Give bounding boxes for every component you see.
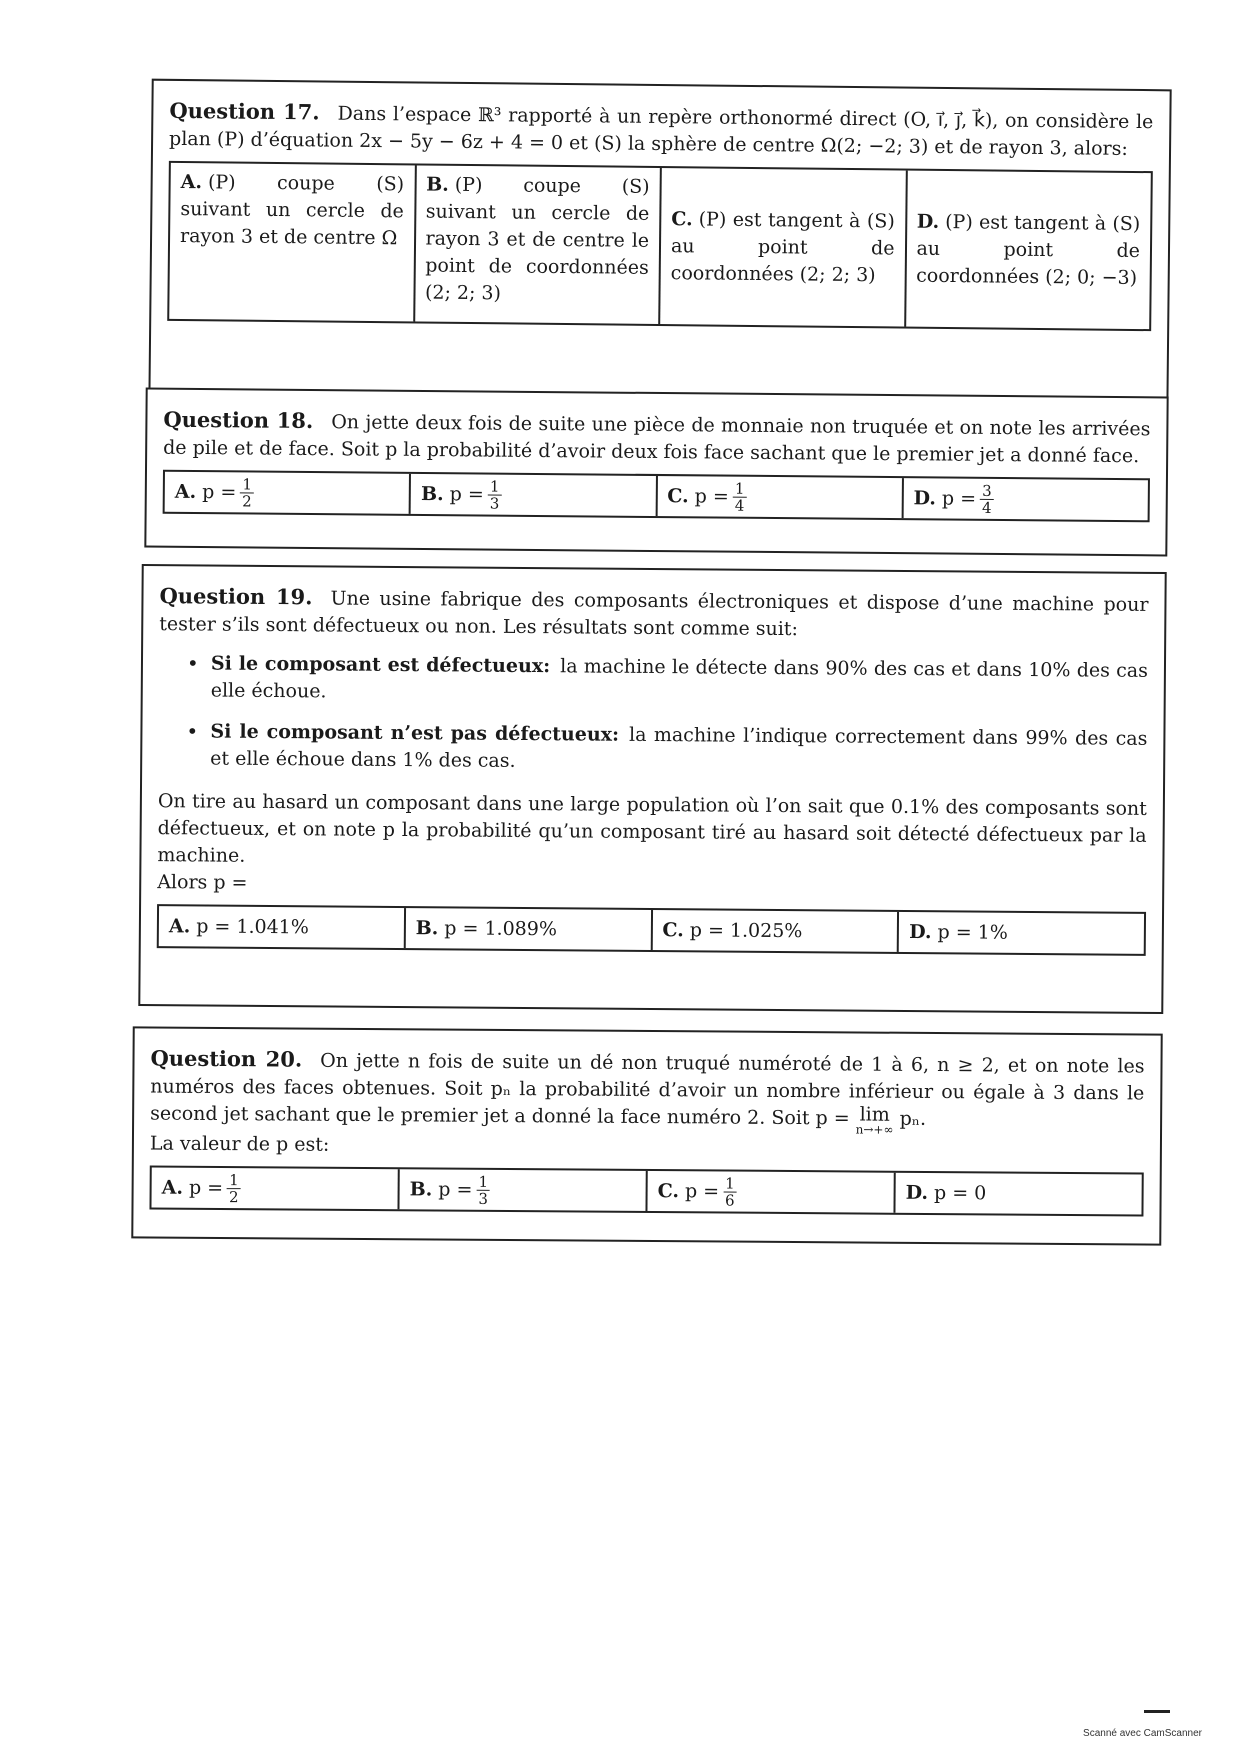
choice-letter: A. bbox=[168, 914, 191, 937]
limit-word: lim bbox=[859, 1103, 890, 1126]
denominator: 2 bbox=[228, 1187, 239, 1206]
choice-letter: D. bbox=[916, 210, 940, 233]
choice-text: (P) est tangent à (S) au point de coordonnées (2; 2; 3) bbox=[670, 207, 895, 286]
bullet-text: la machine l’indique correctement dans 99% des cas et elle échoue dans 1% des cas. bbox=[210, 723, 1148, 772]
choice-20-a[interactable] bbox=[151, 1168, 399, 1210]
choice-letter: B. bbox=[426, 173, 449, 196]
question-19-bullets bbox=[186, 650, 1148, 780]
question-20-prompt bbox=[150, 1045, 1145, 1138]
fraction bbox=[227, 1172, 241, 1205]
choice-19-b[interactable] bbox=[405, 908, 652, 950]
choice-lhs: p = bbox=[188, 1176, 224, 1199]
fraction bbox=[488, 478, 502, 511]
choice-letter: D. bbox=[909, 920, 932, 943]
choice-20-b[interactable] bbox=[399, 1169, 647, 1211]
choice-lhs: p = bbox=[684, 1179, 720, 1203]
bullet-item bbox=[186, 718, 1147, 780]
bullet-heading: Si le composant n’est pas défectueux: bbox=[210, 720, 620, 746]
choice-lhs: p = bbox=[449, 482, 484, 505]
question-19-prompt bbox=[159, 582, 1148, 646]
fraction bbox=[723, 1175, 737, 1208]
choice-17-c[interactable] bbox=[660, 168, 907, 327]
question-18-prompt bbox=[163, 406, 1150, 471]
question-19-choices bbox=[157, 904, 1146, 956]
question-20-choices bbox=[149, 1166, 1143, 1217]
choice-text: p = 0 bbox=[933, 1181, 987, 1204]
question-17-text: Dans l’espace ℝ³ rapporté à un repère orthonormé direct (O, i⃗, j⃗, k⃗), on considère le plan (P) d’équation 2x − 5y − 6z + 4 = 0 et (S) la sphère de centre Ω(2; −2; 3) et de rayon 3, alors: bbox=[169, 102, 1154, 160]
choice-18-b[interactable] bbox=[411, 474, 658, 516]
choice-18-c[interactable] bbox=[657, 476, 904, 518]
choice-20-d[interactable] bbox=[895, 1173, 1141, 1215]
choice-lhs: p = bbox=[941, 486, 977, 510]
numerator: 3 bbox=[982, 481, 992, 500]
numerator: 1 bbox=[242, 474, 252, 493]
choice-17-d[interactable] bbox=[906, 171, 1151, 330]
numerator: 1 bbox=[229, 1170, 239, 1189]
scanner-footer: Scanné avec CamScanner bbox=[1083, 1728, 1202, 1739]
bullet-item bbox=[187, 650, 1148, 712]
question-17-label: Question 17. bbox=[169, 97, 320, 125]
question-20-label: Question 20. bbox=[150, 1045, 303, 1072]
question-18-text: On jette deux fois de suite une pièce de monnaie non truquée et on note les arrivées de pile et de face. Soit p la probabilité d’avoir deux fois face sachant que le premier jet a donné face. bbox=[163, 411, 1151, 468]
choice-18-a[interactable] bbox=[165, 472, 412, 514]
choice-19-a[interactable] bbox=[159, 906, 406, 948]
choice-letter: B. bbox=[409, 1177, 433, 1201]
limit-tail: pₙ. bbox=[899, 1107, 927, 1130]
choice-letter: D. bbox=[913, 486, 937, 509]
question-19-text: Une usine fabrique des composants électroniques et dispose d’une machine pour tester s’ils sont défectueux ou non. Les résultats sont comme suit: bbox=[159, 587, 1149, 641]
question-17-prompt bbox=[169, 97, 1154, 163]
choice-letter: B. bbox=[415, 916, 439, 939]
choice-text: (P) est tangent à (S) au point de coordonnées (2; 0; −3) bbox=[916, 210, 1141, 289]
scan-mark bbox=[1144, 1710, 1170, 1713]
question-17-choices bbox=[167, 161, 1153, 331]
question-19 bbox=[138, 564, 1166, 1014]
choice-text: p = 1.025% bbox=[689, 918, 803, 942]
choice-18-d[interactable] bbox=[903, 478, 1148, 520]
question-20 bbox=[131, 1026, 1162, 1245]
choice-letter: B. bbox=[420, 482, 444, 505]
choice-letter: A. bbox=[180, 170, 203, 194]
choice-17-a[interactable] bbox=[169, 163, 416, 322]
numerator: 1 bbox=[734, 479, 745, 498]
choice-letter: D. bbox=[905, 1181, 929, 1204]
choice-lhs: p = bbox=[438, 1178, 473, 1201]
denominator: 3 bbox=[478, 1189, 488, 1208]
choice-letter: C. bbox=[671, 207, 693, 230]
question-20-valeur: La valeur de p est: bbox=[149, 1132, 330, 1156]
fraction bbox=[476, 1173, 490, 1206]
denominator: 2 bbox=[242, 491, 252, 510]
numerator: 1 bbox=[725, 1174, 735, 1193]
question-18-label: Question 18. bbox=[163, 406, 314, 434]
choice-letter: A. bbox=[174, 480, 197, 503]
choice-20-c[interactable] bbox=[647, 1171, 895, 1213]
choice-letter: C. bbox=[667, 484, 689, 507]
choice-letter: C. bbox=[657, 1179, 680, 1202]
choice-text: p = 1.041% bbox=[196, 914, 309, 938]
choice-text: (P) coupe (S) suivant un cercle de rayon 3 et de centre le point de coordonnées (2; 2; 3) bbox=[424, 173, 650, 305]
denominator: 6 bbox=[725, 1191, 735, 1210]
bullet-heading: Si le composant est défectueux: bbox=[210, 652, 551, 678]
limit-operator bbox=[856, 1105, 894, 1135]
fraction bbox=[733, 480, 747, 513]
choice-text: (P) coupe (S) suivant un cercle de rayon 3 et de centre Ω bbox=[179, 171, 405, 250]
fraction bbox=[240, 476, 254, 509]
question-17 bbox=[148, 79, 1171, 418]
choice-letter: A. bbox=[161, 1176, 184, 1199]
choice-17-b[interactable] bbox=[415, 165, 662, 324]
fraction bbox=[980, 482, 994, 515]
bullet-text: la machine le détecte dans 90% des cas et dans 10% des cas elle échoue. bbox=[210, 655, 1149, 703]
choice-19-d[interactable] bbox=[899, 912, 1144, 954]
choice-lhs: p = bbox=[694, 484, 729, 508]
question-20-text: On jette n fois de suite un dé non truqué numéroté de 1 à 6, n ≥ 2, et on note les numéros des faces obtenues. Soit pₙ la probabilité d’avoir un nombre inférieur ou égale à 3 dans le second jet sachant que le premier jet a donné la face numéro 2. Soit p = bbox=[150, 1049, 1145, 1130]
choice-letter: C. bbox=[662, 918, 684, 941]
denominator: 3 bbox=[489, 494, 500, 513]
numerator: 1 bbox=[478, 1172, 489, 1191]
choice-19-c[interactable] bbox=[652, 910, 899, 952]
question-18 bbox=[144, 388, 1168, 557]
question-19-label: Question 19. bbox=[159, 583, 313, 610]
choice-text: p = 1% bbox=[937, 920, 1008, 944]
question-18-choices bbox=[163, 470, 1150, 523]
limit-subscript: n→+∞ bbox=[855, 1122, 894, 1137]
denominator: 4 bbox=[981, 498, 992, 517]
numerator: 1 bbox=[489, 477, 500, 496]
denominator: 4 bbox=[734, 496, 745, 515]
question-19-alors: Alors p = bbox=[157, 871, 248, 894]
choice-lhs: p = bbox=[202, 480, 237, 503]
choice-text: p = 1.089% bbox=[444, 916, 558, 940]
question-19-paragraph: On tire au hasard un composant dans une large population où l’on sait que 0.1% des composants sont défectueux, et on note p la probabilité qu’un composant tiré au hasard soit détecté défectueux par la machine. bbox=[157, 790, 1147, 867]
